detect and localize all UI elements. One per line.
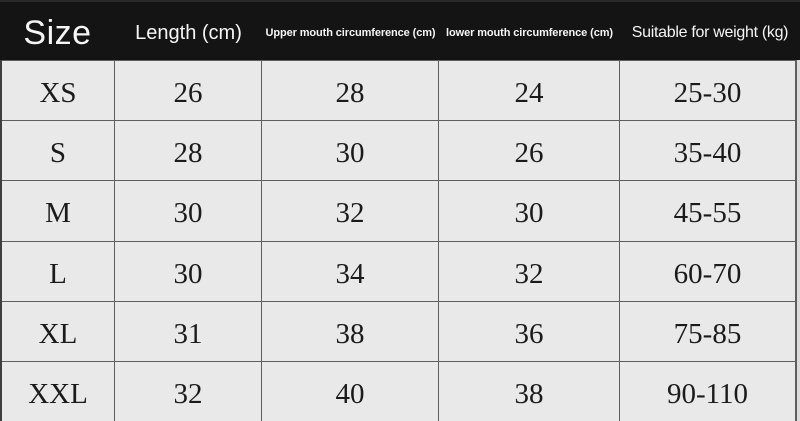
table-row: [2, 60, 795, 120]
table-cell: 40: [262, 361, 439, 421]
table-cell: 38: [439, 361, 620, 421]
table-row: [2, 301, 795, 361]
table-cell: L: [2, 241, 115, 301]
table-cell: 26: [439, 120, 620, 180]
table-cell: 32: [439, 241, 620, 301]
table-cell: 35-40: [620, 120, 795, 180]
table-cell: 30: [262, 120, 439, 180]
table-cell: 28: [115, 120, 262, 180]
size-table-header: [0, 0, 800, 60]
table-cell: 25-30: [620, 60, 795, 120]
column-header-suitable-weight: Suitable for weight (kg): [631, 24, 789, 41]
table-cell: 28: [262, 60, 439, 120]
table-cell: 32: [262, 180, 439, 240]
table-cell: 30: [439, 180, 620, 240]
table-cell: S: [2, 120, 115, 180]
table-cell: 90-110: [620, 361, 795, 421]
table-cell: 75-85: [620, 301, 795, 361]
table-row: [2, 241, 795, 301]
table-cell: 45-55: [620, 180, 795, 240]
table-cell: 30: [115, 180, 262, 240]
column-header-size: Size: [23, 13, 92, 52]
table-cell: 36: [439, 301, 620, 361]
size-table-body: [0, 60, 797, 421]
column-header-length: Length (cm): [135, 21, 242, 44]
column-header-upper-mouth-circumference: Upper mouth circumference (cm): [265, 27, 436, 39]
table-row: [2, 180, 795, 240]
table-cell: 38: [262, 301, 439, 361]
column-header-lower-mouth-circumference: lower mouth circumference (cm): [446, 27, 613, 39]
table-cell: 60-70: [620, 241, 795, 301]
table-cell: XS: [2, 60, 115, 120]
table-cell: XL: [2, 301, 115, 361]
table-row: [2, 361, 795, 421]
table-cell: 34: [262, 241, 439, 301]
table-cell: 24: [439, 60, 620, 120]
table-cell: 30: [115, 241, 262, 301]
table-cell: 26: [115, 60, 262, 120]
table-row: [2, 120, 795, 180]
table-cell: XXL: [2, 361, 115, 421]
table-cell: M: [2, 180, 115, 240]
table-cell: 32: [115, 361, 262, 421]
table-cell: 31: [115, 301, 262, 361]
